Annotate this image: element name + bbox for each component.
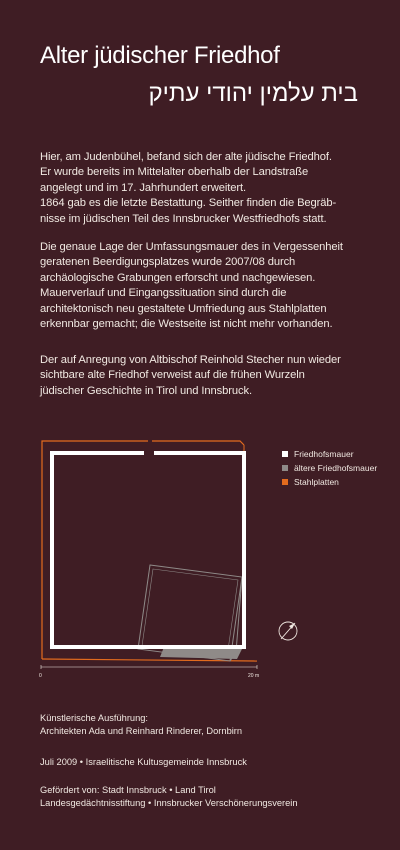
paragraph-line: nisse im jüdischen Teil des Innsbrucker Westfriedhofs statt. xyxy=(40,212,327,225)
steel-plate-outline xyxy=(42,441,148,659)
paragraph-line: architektonisch neu gestaltete Umfriedung aus Stahlplatten xyxy=(40,302,327,315)
paragraph-line: jüdischer Geschichte in Tirol und Innsbruck. xyxy=(40,384,252,397)
credits-heading: Künstlerische Ausführung: xyxy=(40,713,149,723)
paragraph-line: archäologische Grabungen erforscht und nachgewiesen. xyxy=(40,271,316,284)
paragraph-line: Er wurde bereits im Mittelalter oberhalb der Landstraße xyxy=(40,166,309,179)
legend-item-stahlplatten xyxy=(282,475,377,489)
credits-date-line: Juli 2009 • Israelitische Kultusgemeinde Innsbruck xyxy=(40,757,247,767)
credits-artist-names: Architekten Ada und Reinhard Rinderer, Dornbirn xyxy=(40,726,243,736)
title-german: Alter jüdischer Friedhof xyxy=(40,42,280,69)
paragraph-line: Hier, am Judenbühel, befand sich der alte jüdische Friedhof. xyxy=(40,151,332,163)
legend-label: ältere Friedhofsmauer xyxy=(294,463,378,473)
credits-artists xyxy=(40,712,370,738)
legend-label: Friedhofsmauer xyxy=(294,449,354,459)
legend-item-aeltere-friedhofsmauer xyxy=(282,461,377,475)
paragraph-line: Die genaue Lage der Umfassungsmauer des in Vergessenheit xyxy=(40,241,343,253)
paragraph-line: sichtbare alte Friedhof verweist auf die frühen Wurzeln xyxy=(40,369,305,382)
legend-swatch xyxy=(282,465,288,471)
legend-label: Stahlplatten xyxy=(294,477,339,487)
paragraph-line: geratenen Beerdigungsplatzes wurde 2007/08 durch xyxy=(40,256,296,269)
credits-date xyxy=(40,756,370,769)
paragraph-excavation xyxy=(40,240,370,332)
scale-bar xyxy=(39,665,259,679)
credits-funding xyxy=(40,784,370,810)
paragraph-line: angelegt und im 17. Jahrhundert erweitert. xyxy=(40,181,247,194)
paragraph-line: Mauerverlauf und Eingangssituation sind durch die xyxy=(40,287,287,300)
steel-plate-outline xyxy=(152,441,244,445)
scale-start-label: 0 xyxy=(39,673,42,679)
credits-funding-line: Landesgedächtnisstiftung • Innsbrucker Verschönerungsverein xyxy=(40,798,298,808)
legend-item-friedhofsmauer xyxy=(282,447,377,461)
compass-north-icon xyxy=(279,622,297,640)
legend-swatch xyxy=(282,451,288,457)
paragraph-significance xyxy=(40,353,370,399)
title-hebrew: בית עלמין יהודי עתיק xyxy=(148,80,358,107)
cemetery-wall xyxy=(50,451,246,649)
paragraph-line: 1864 gab es die letzte Bestattung. Seither finden die Begräb- xyxy=(40,197,337,210)
legend-swatch xyxy=(282,479,288,485)
plan-legend xyxy=(282,447,377,489)
paragraph-line: Der auf Anregung von Altbischof Reinhold Stecher nun wieder xyxy=(40,354,341,366)
older-wall-inner xyxy=(142,569,238,657)
scale-end-label: 20 m xyxy=(248,673,260,679)
paragraph-history xyxy=(40,150,370,227)
credits-funding-line: Gefördert von: Stadt Innsbruck • Land Tirol xyxy=(40,785,216,795)
paragraph-line: erkennbar gemacht; die Westseite ist nicht mehr vorhanden. xyxy=(40,318,333,331)
